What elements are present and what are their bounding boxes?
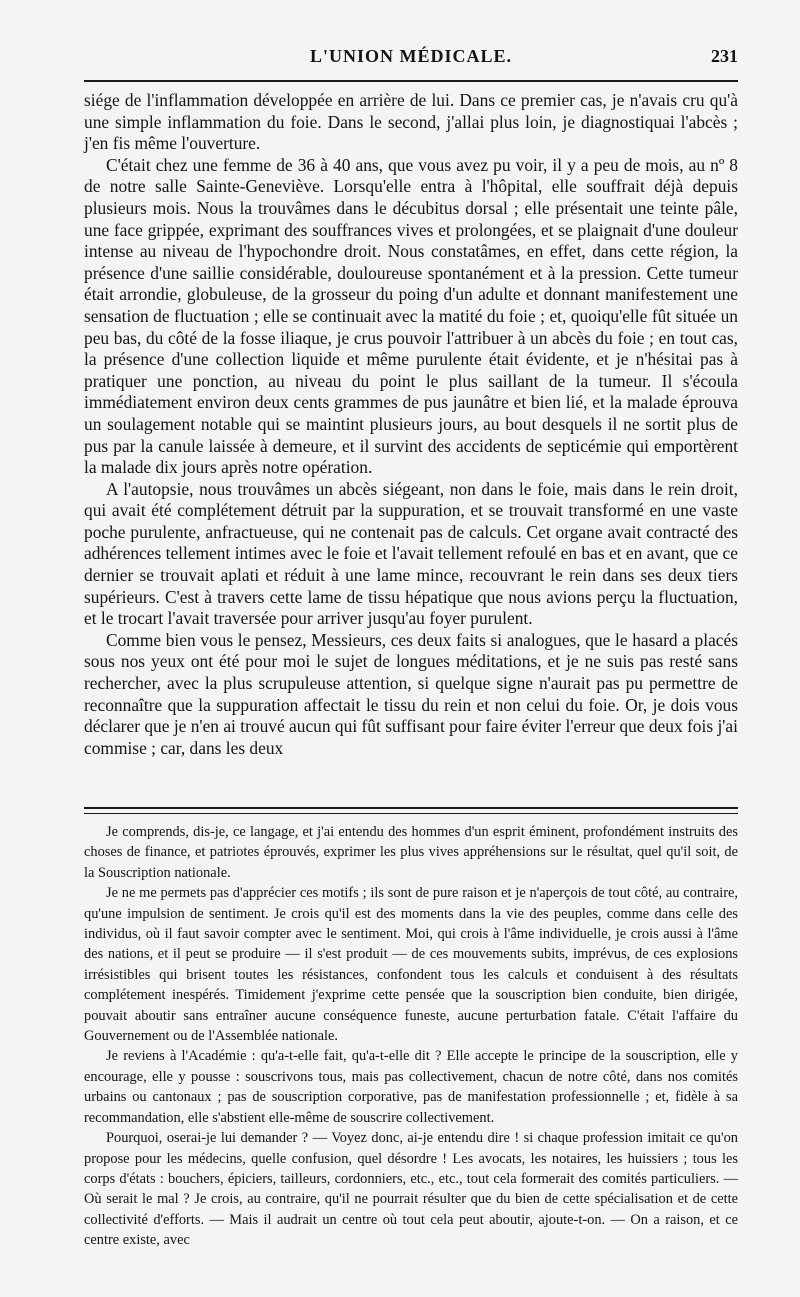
journal-title: L'UNION MÉDICALE. <box>309 46 513 66</box>
running-header <box>84 46 738 76</box>
paragraph: A l'autopsie, nous trouvâmes un abcès siégeant, non dans le foie, mais dans le rein droit, qui avait été complétement détruit par la suppuration, et se trouvait transformé en une vaste poche purulente, anfractueuse, qui ne contenait pas de calculs. Cet organe avait contracté des adhérences tellement intimes avec le foie et l'avait tellement refoulé en bas et en avant, que ce dernier se trouvait aplati et réduit à une lame mince, recouvrant le rein dans ses deux tiers supérieurs. C'est à travers cette lame de tissu hépatique que nous avions perçu la fluctuation, et le trocart l'avait traversée pour arriver jusqu'au foyer purulent. <box>84 478 738 629</box>
paragraph: Comme bien vous le pensez, Messieurs, ces deux faits si analogues, que le hasard a placés sous nos yeux ont été pour moi le sujet de longues méditations, et je ne suis pas resté sans rechercher, avec la plus scrupuleuse attention, si quelque signe n'aurait pas pu permettre de reconnaître que la suppuration affectait le tissu du rein et non celui du foie. Or, je dois vous déclarer que je n'en ai trouvé aucun qui fût suffisant pour faire éviter l'erreur que deux fois j'ai commise ; car, dans les deux <box>84 629 738 758</box>
paragraph: siége de l'inflammation développée en arrière de lui. Dans ce premier cas, je n'avais cru qu'à une simple inflammation du foie. Dans le second, j'allai plus loin, je diagnostiquai l'abcès ; j'en fis même l'ouverture. <box>84 90 738 154</box>
note-paragraph: Je reviens à l'Académie : qu'a-t-elle fait, qu'a-t-elle dit ? Elle accepte le principe de la souscription, elle y encourage, elle y pousse : souscrivons tous, mais pas collectivement, chacun de notre côté, dans nos comités urbains ou cantonaux ; pas de souscription corporative, pas de manifestation professionnelle ; et, fidèle à sa recommandation, elle s'abstient elle-même de souscrire collectivement. <box>84 1048 738 1126</box>
paragraph: C'était chez une femme de 36 à 40 ans, que vous avez pu voir, il y a peu de mois, au nº 8 de notre salle Sainte-Geneviève. Lorsqu'elle entra à l'hôpital, elle souffrait déjà depuis plusieurs mois. Nous la trouvâmes dans le décubitus dorsal ; elle présentait une teinte pâle, une face grippée, exprimant des souffrances vives et prolongées, et se plaignait d'une douleur intense au niveau de l'hypochondre droit. Nous constatâmes, en effet, dans cette région, la présence d'une saillie considérable, douloureuse spontanément et à la pression. Cette tumeur était arrondie, globuleuse, de la grosseur du poing d'un adulte et donnant manifestement une sensation de fluctuation ; elle se continuait avec la matité du foie ; et, quoiqu'elle fût située un peu bas, du côté de la fosse iliaque, je crus pouvoir l'attribuer à un abcès du foie ; en tout cas, la présence d'une collection liquide et même purulente était évidente, et je n'hésitai pas à pratiquer une ponction, au niveau du point le plus saillant de la tumeur. Il s'écoula immédiatement environ deux cents grammes de pus jaunâtre et bien lié, et la malade éprouva un soulagement notable qui se maintint plusieurs jours, au bout desquels il ne sortit plus de pus par la canule laissée à demeure, et il survint des accidents de septicémie qui emportèrent la malade dix jours après notre opération. <box>84 154 738 478</box>
note-paragraph: Je ne me permets pas d'apprécier ces motifs ; ils sont de pure raison et je n'aperçois de tout côté, au contraire, qu'une impulsion de sentiment. Je crois qu'il est des moments dans la vie des peuples, comme dans celle des individus, où il faut savoir compter avec le sentiment. Moi, qui crois à l'âme individuelle, je crois aussi à l'âme des nations, et il peut se produire — il s'est produit — de ces mouvements subits, imprévus, de ces explosions irrésistibles qui brisent toutes les résistances, confondent tous les calculs et conduisent à des résultats complétement inespérés. Timidement j'exprime cette pensée que la souscription bien conduite, bien dirigée, pouvait aboutir sans entraîner aucune conséquence funeste, aucune perturbation fatale. C'était l'affaire du Gouvernement ou de l'Assemblée nationale. <box>84 885 738 1045</box>
section-divider <box>84 807 738 814</box>
note-paragraph: Pourquoi, oserai-je lui demander ? — Voyez donc, ai-je entendu dire ! si chaque profession imitait ce qu'on propose pour les médecins, quelle confusion, quel désordre ! Les avocats, les notaires, les huissiers ; tous les corps d'états : bouchers, épiciers, tailleurs, cordonniers, etc., etc., tout cela formerait des comités particuliers. — Où serait le mal ? Je crois, au contraire, qu'il ne pourrait résulter que du bien de cette spécialisation et de cette collectivité d'efforts. — Mais il audrait un centre où tout cela peut aboutir, ajoute-t-on. — On a raison, et ce centre existe, avec <box>84 1130 738 1249</box>
main-text <box>84 90 738 759</box>
note-paragraph: Je comprends, dis-je, ce langage, et j'ai entendu des hommes d'un esprit éminent, profondément instruits des choses de finance, et patriotes éprouvés, exprimer les plus vives appréhensions sur le résultat, quel qu'il soit, de la Souscription nationale. <box>84 824 738 881</box>
feuilleton-text <box>84 822 738 1251</box>
page-number: 231 <box>711 46 738 66</box>
header-rule <box>84 80 738 82</box>
